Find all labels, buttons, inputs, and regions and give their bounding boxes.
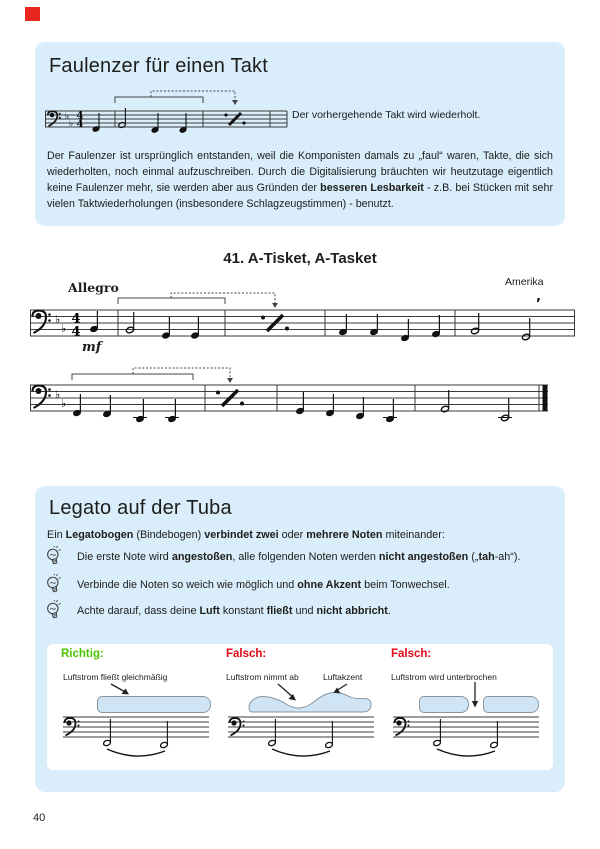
half-note — [103, 719, 168, 749]
half-note — [471, 313, 531, 341]
tempo-marking: Allegro — [68, 280, 119, 295]
slur — [107, 749, 165, 756]
pointer-arrow — [278, 684, 296, 701]
pointer-arrow — [472, 682, 478, 708]
faulenzer-paragraph: Der Faulenzer ist ursprünglich entstanden, weil die Komponisten damals zu „faul“ waren, Takte, die sich wiederholten, noch einmal aufzuschreiben. Durch die Digitalisierung bräuchten wir heutzutage eigentlich keine Faulenzer mehr, sie werden aber aus Gründen der besseren Lesbarkeit - z.B. bei Stücken mit sehr vielen Taktwiederholungen (insbesondere Schlagzeugstimmen) - benutzt. — [47, 150, 554, 211]
half-note — [268, 719, 333, 749]
arrowhead — [272, 303, 278, 308]
time-signature-bottom: 4 — [71, 324, 81, 340]
repeat-source-bracket — [115, 97, 203, 103]
annotation-label: Luftakzent — [323, 672, 363, 682]
quarter-note — [90, 311, 98, 333]
half-note — [433, 719, 498, 749]
repeat-arrow — [133, 368, 230, 378]
pointer-arrow — [111, 684, 129, 695]
staff-line-2 — [28, 366, 552, 438]
quarter-note — [296, 392, 397, 423]
verdict-label: Falsch: — [391, 648, 432, 660]
faulenzer-notation-example — [43, 88, 295, 146]
legato-tip-2: Verbinde die Noten so weich wie möglich und ohne Akzent beim Tonwechsel. — [77, 579, 450, 591]
arrowhead — [232, 100, 238, 105]
time-signature-top: 4 — [71, 311, 81, 327]
slur — [437, 749, 495, 756]
piece-title: 41. A-Tisket, A-Tasket — [223, 250, 377, 267]
dynamic-marking: mf — [82, 340, 102, 355]
annotation-label: Luftstrom wird unterbrochen — [391, 672, 497, 682]
flat-icon: ♭ — [61, 397, 67, 410]
half-note — [441, 390, 512, 422]
legato-tip-1: Die erste Note wird angestoßen, alle folgenden Noten werden nicht angestoßen („tah-ah“). — [77, 551, 521, 563]
red-page-marker — [25, 7, 40, 21]
example-falsch-unterbrochen — [391, 648, 541, 768]
flat-icon: ♭ — [65, 112, 70, 122]
legato-intro: Ein Legatobogen (Bindebogen) verbindet zwei oder mehrere Noten miteinander: — [47, 529, 445, 541]
example-richtig — [61, 648, 211, 768]
faulenzer-caption: Der vorhergehende Takt wird wiederholt. — [292, 109, 481, 121]
flat-icon: ♭ — [61, 322, 67, 335]
time-signature-top: 4 — [76, 110, 84, 122]
pointer-arrow — [334, 684, 348, 694]
staff-line-1 — [28, 292, 576, 364]
repeat-source-bracket — [118, 298, 225, 304]
legato-example-panel — [47, 644, 553, 770]
annotation-label: Luftstrom nimmt ab — [226, 672, 299, 682]
quarter-note — [339, 314, 440, 342]
slur — [272, 749, 330, 756]
example-staff — [226, 682, 376, 768]
flat-icon: ♭ — [69, 119, 74, 129]
faulenzer-box-title: Faulenzer für einen Takt — [49, 55, 268, 77]
example-staff — [61, 682, 211, 768]
legato-tip-3: Achte darauf, dass deine Luft konstant fließt und nicht abbricht. — [77, 605, 391, 617]
verdict-label: Falsch: — [226, 648, 267, 660]
lightbulb-icon — [45, 546, 65, 570]
example-falsch-akzent — [226, 648, 376, 768]
lightbulb-icon — [45, 600, 65, 624]
time-signature-bottom: 4 — [76, 118, 84, 130]
annotation-label: Luftstrom fließt gleichmäßig — [63, 672, 168, 682]
repeat-arrow — [151, 91, 235, 100]
airflow-shape-accent — [249, 692, 371, 712]
legato-box-title: Legato auf der Tuba — [49, 497, 232, 519]
breath-mark: ’ — [536, 297, 541, 312]
verdict-label: Richtig: — [61, 648, 104, 660]
faulenzer-info-box — [35, 42, 565, 226]
lightbulb-icon — [45, 574, 65, 598]
repeat-source-bracket — [72, 374, 193, 380]
piece-origin: Amerika — [505, 276, 544, 288]
page-number: 40 — [33, 812, 46, 824]
flat-icon: ♭ — [55, 313, 61, 326]
arrowhead — [227, 378, 233, 383]
flat-icon: ♭ — [55, 388, 61, 401]
final-barline — [543, 385, 548, 411]
example-staff — [391, 682, 541, 768]
legato-info-box — [35, 486, 565, 792]
